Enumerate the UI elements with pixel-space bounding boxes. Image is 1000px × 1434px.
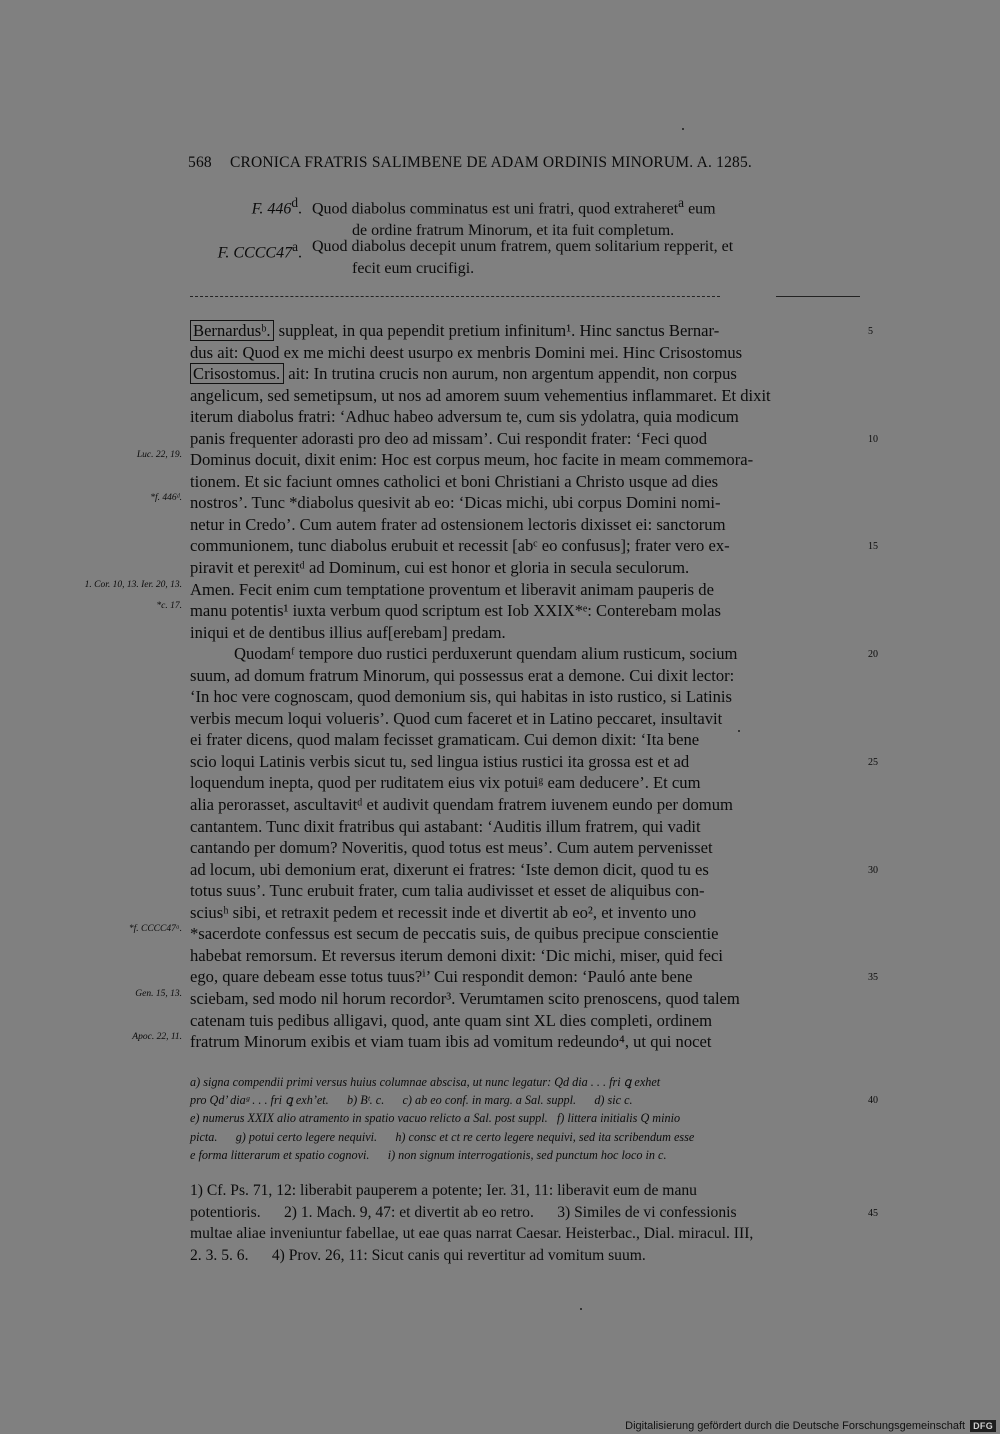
line-number: 40 — [868, 1095, 878, 1107]
line-number: 45 — [868, 1207, 878, 1219]
text-line — [190, 471, 860, 493]
source-line — [190, 1223, 860, 1245]
bracket-note-crisostomus: Crisostomus. — [190, 363, 284, 384]
line-number: 30 — [868, 864, 878, 876]
text-line-text: dus ait: Quod ex me michi deest usurpo ex menbris Domini mei. Hinc Crisostomus — [190, 342, 743, 362]
line-number: 25 — [868, 756, 878, 768]
page-header — [188, 154, 868, 172]
text-line-text: *sacerdote confessus est secum de peccatis suis, de quibus precipue conscientie — [190, 924, 719, 944]
text-line-text: cantantem. Tunc dixit fratribus qui astabant: ‘Auditis illum fratrem, qui vadit — [190, 816, 701, 836]
source-text: 1) Cf. Ps. 71, 12: liberabit pauperem a potente; Ier. 31, 11: liberavit eum de manu — [190, 1182, 697, 1199]
text-line-text: ‘In hoc vere cognoscam, quod demonium sis, qui habitas in isto rustico, si Latinis — [190, 687, 732, 707]
main-text — [84, 320, 878, 1053]
margin-reference: Apoc. 22, 11. — [132, 1032, 182, 1043]
text-line — [190, 406, 860, 428]
toc-text-1b: de ordine fratrum Minorum, et ita fuit completum. — [352, 222, 675, 240]
text-line-text: netur in Credo’. Cum autem frater ad ostensionem lectoris dixisset ei: sanctorum — [190, 514, 726, 534]
apparatus-text: a) signa compendii primi versus huius columnae abscisa, ut nunc legatur: Qd dia . . . fri ꝗ exhet — [190, 1075, 661, 1089]
divider-dashed-short — [776, 296, 860, 297]
line-number: 5 — [868, 326, 873, 337]
text-line-text: cantando per domum? Noveritis, quod totus est meus’. Cum autem pervenisset — [190, 838, 713, 858]
toc-entry-2: F. CCCC47$^a$. Quod diabolus decepit unum fratrem, quem solitarium repperit, et fecit eum crucifigi. — [190, 236, 862, 280]
source-text: 2. 3. 5. 6. 4) Prov. 26, 11: Sicut canis qui revertitur ad vomitum suum. — [190, 1246, 646, 1264]
text-line — [135, 988, 860, 1010]
text-line — [190, 557, 860, 579]
text-line-text: nostros’. Tunc *diabolus quesivit ab eo: ‘Dicas michi, ubi corpus Domini nomi- — [190, 493, 721, 513]
text-line-text: ad locum, ubi demonium erat, dixerunt ei fratres: ‘Iste demon dicit, quod tu es — [190, 859, 709, 879]
text-line-text: sciusʰ sibi, et retraxit pedem et recessit inde et divertit ab eo², et invento uno — [190, 902, 697, 922]
apparatus-text: e forma litterarum et spatio cognovi. i) non signum interrogationis, sed punctum hoc loco in c. — [190, 1147, 667, 1162]
chapter-headings — [190, 192, 862, 280]
text-line-text: panis frequenter adorasti pro deo ad missam’. Cui respondit frater: ‘Feci quod — [190, 428, 708, 448]
running-title: CRONICA FRATRIS SALIMBENE DE ADAM ORDINIS MINORUM. A. 1285. — [229, 154, 752, 171]
text-line-text: habebat remorsum. Et reversus iterum demoni dixit: ‘Dic michi, miser, quid feci — [190, 945, 723, 965]
text-line — [190, 902, 860, 924]
text-line — [132, 1031, 860, 1053]
critical-apparatus — [190, 1073, 878, 1164]
page-footer — [625, 1420, 996, 1432]
text-line — [156, 600, 860, 622]
margin-reference: *f. CCCC47ᵃ. — [128, 924, 182, 935]
text-line-text: angelicum, sed semetipsum, ut nos ad amorem suum vehementius inflammaret. Et dixit — [190, 385, 771, 405]
text-line-text: Dominus docuit, dixit enim: Hoc est corpus meum, hoc facite in meam commemora- — [190, 450, 754, 470]
toc-entry-1: F. 446$^d$. Quod diabolus comminatus est uni fratri, quod extraheret$^a$ eum de ordine fratrum Minorum, et ita fuit completum. — [190, 192, 862, 236]
text-line — [190, 643, 878, 665]
text-line-text: loquendum inepta, quod per ruditatem eius vix potuiᵍ eam deducere’. Et cum — [190, 773, 701, 793]
toc-label-1: F. 446 — [251, 200, 292, 218]
text-line — [136, 449, 860, 471]
line-number: 10 — [868, 433, 878, 445]
line-number: 20 — [868, 649, 878, 661]
text-line — [190, 751, 878, 773]
text-line-text: verbis mecum loqui volueris’. Quod cum faceret et in Latino peccaret, insultavit — [190, 708, 723, 728]
toc-label-2: F. CCCC47 — [217, 244, 293, 262]
toc-text-1a: Quod diabolus comminatus est uni fratri, quod extraheret — [312, 200, 679, 218]
text-line — [190, 837, 860, 859]
toc-text-2b: fecit eum crucifigi. — [352, 260, 475, 277]
text-line-text: Amen. Fecit enim cum temptatione proventum et liberavit animam pauperis de — [190, 579, 714, 599]
text-line — [190, 794, 860, 816]
line-number: 35 — [868, 972, 878, 984]
text-line — [190, 859, 878, 881]
text-line-text: alia perorasset, ascultavitᵈ et audivit quendam fratrem iuvenem eundo per domum — [190, 795, 733, 815]
margin-reference: 1. Cor. 10, 13. Ier. 20, 13. — [84, 579, 182, 590]
source-line — [190, 1202, 878, 1224]
funding-note: Digitalisierung gefördert durch die Deutsche Forschungsgemeinschaft — [625, 1420, 966, 1432]
text-line-content — [190, 363, 737, 385]
text-line — [190, 729, 860, 751]
margin-reference: *f. 446ᵈ. — [150, 493, 182, 504]
text-line — [190, 385, 860, 407]
source-text: potentioris. 2) 1. Mach. 9, 47: et divertit ab eo retro. 3) Similes de vi confessionis — [190, 1203, 737, 1221]
scan-speck — [738, 730, 740, 732]
scan-speck — [580, 1308, 582, 1310]
text-line — [190, 1010, 860, 1032]
text-line-text: scio loqui Latinis verbis sicut tu, sed lingua istius rustici ita grossa est et ad — [190, 751, 690, 771]
text-line — [150, 492, 860, 514]
text-line — [190, 945, 860, 967]
page-number: 568 — [188, 154, 212, 171]
source-text: multae aliae inveniuntur fabellae, ut eae quas narrat Caesar. Heisterbac., Dial. miracul. III, — [190, 1225, 754, 1242]
apparatus-line — [190, 1091, 878, 1109]
bracket-note-bernardus: Bernardusᵇ. — [190, 320, 274, 341]
text-line-text: ait: In trutina crucis non aurum, non argentum appendit, non corpus — [284, 364, 737, 384]
text-line — [190, 622, 860, 644]
apparatus-line — [190, 1128, 860, 1146]
apparatus-line — [190, 1109, 860, 1127]
text-line-text: suum, ad domum fratrum Minorum, qui possessus erat a demone. Cui dixit lector: — [190, 665, 735, 685]
text-line — [190, 428, 878, 450]
apparatus-text: picta. g) potui certo legere nequivi. h) consc et ct re certo legere nequivi, sed ita scribendum esse — [190, 1129, 695, 1144]
apparatus-line — [190, 1073, 860, 1091]
source-line — [190, 1180, 860, 1202]
text-line-text: catenam tuis pedibus alligavi, quod, ante quam sint XL dies completi, ordinem — [190, 1010, 712, 1030]
text-line — [190, 535, 878, 557]
apparatus-line — [190, 1146, 860, 1164]
toc-text-2a: Quod diabolus decepit unum fratrem, quem solitarium repperit, et — [312, 238, 734, 255]
text-line — [190, 708, 860, 730]
apparatus-text: pro Qd’ diaᵍ . . . fri ꝗ exh’et. b) Bᵗ. c. c) ab eo conf. in marg. a Sal. suppl. d) sic c. — [190, 1093, 633, 1108]
text-line — [190, 320, 873, 342]
text-line — [128, 923, 860, 945]
text-line-text: iterum diabolus fratri: ‘Adhuc habeo adversum te, cum sis ydolatra, quia modicum — [190, 407, 739, 427]
margin-reference: Gen. 15, 13. — [135, 988, 182, 999]
text-line-text: iniqui et de dentibus illius auf[erebam] predam. — [190, 622, 506, 642]
source-notes — [190, 1180, 878, 1266]
scan-speck — [682, 128, 684, 130]
text-line — [190, 686, 860, 708]
text-line-text: ei frater dicens, quod malam fecisset gramaticam. Cui demon dixit: ‘Ita bene — [190, 730, 700, 750]
text-line-text: piravit et perexitᵈ ad Dominum, cui est honor et gloria in secula seculorum. — [190, 558, 690, 578]
apparatus-text: e) numerus XXIX alio atramento in spatio vacuo relicto a Sal. post suppl. f) littera initialis Q minio — [190, 1111, 681, 1126]
text-line — [190, 665, 860, 687]
text-line-text: manu potentis¹ iuxta verbum quod scriptum est Iob XXIX*ᵉ: Conterebam molas — [190, 601, 721, 621]
margin-reference: Luc. 22, 19. — [136, 450, 182, 461]
dfg-logo: DFG — [970, 1420, 996, 1432]
text-line-text: suppleat, in qua pependit pretium infinitum¹. Hinc sanctus Bernar- — [274, 321, 720, 340]
source-line — [190, 1245, 860, 1267]
text-line-text: totus suus’. Tunc erubuit frater, cum talia audivisset et esset de aliquibus con- — [190, 881, 705, 901]
text-line — [190, 514, 860, 536]
text-line-text: fratrum Minorum exibis et viam tuam ibis ad vomitum redeundo⁴, ut qui nocet — [190, 1032, 712, 1052]
text-line — [84, 579, 860, 601]
text-line-text: communionem, tunc diabolus erubuit et recessit [abᶜ eo confusus]; frater vero ex- — [190, 536, 730, 556]
text-line — [190, 966, 878, 988]
text-line-text: tionem. Et sic faciunt omnes catholici et boni Christiani a Christo usque ad dies — [190, 471, 719, 491]
text-line — [190, 816, 860, 838]
margin-reference: *c. 17. — [156, 601, 182, 612]
text-line-text: Quodamᶠ tempore duo rustici perduxerunt quendam alium rusticum, socium — [234, 644, 738, 664]
text-line-text: sciebam, sed modo nil horum recordor³. Verumtamen scito prenoscens, quod talem — [190, 988, 740, 1008]
text-line-content — [190, 320, 719, 342]
text-line — [190, 342, 860, 364]
divider-dashed — [190, 296, 720, 297]
text-line — [190, 772, 860, 794]
text-line-text: ego, quare debeam esse totus tuus?ⁱ’ Cui respondit demon: ‘Pauló ante bene — [190, 967, 693, 987]
line-number: 15 — [868, 541, 878, 553]
text-line — [190, 880, 860, 902]
text-line — [190, 363, 860, 385]
